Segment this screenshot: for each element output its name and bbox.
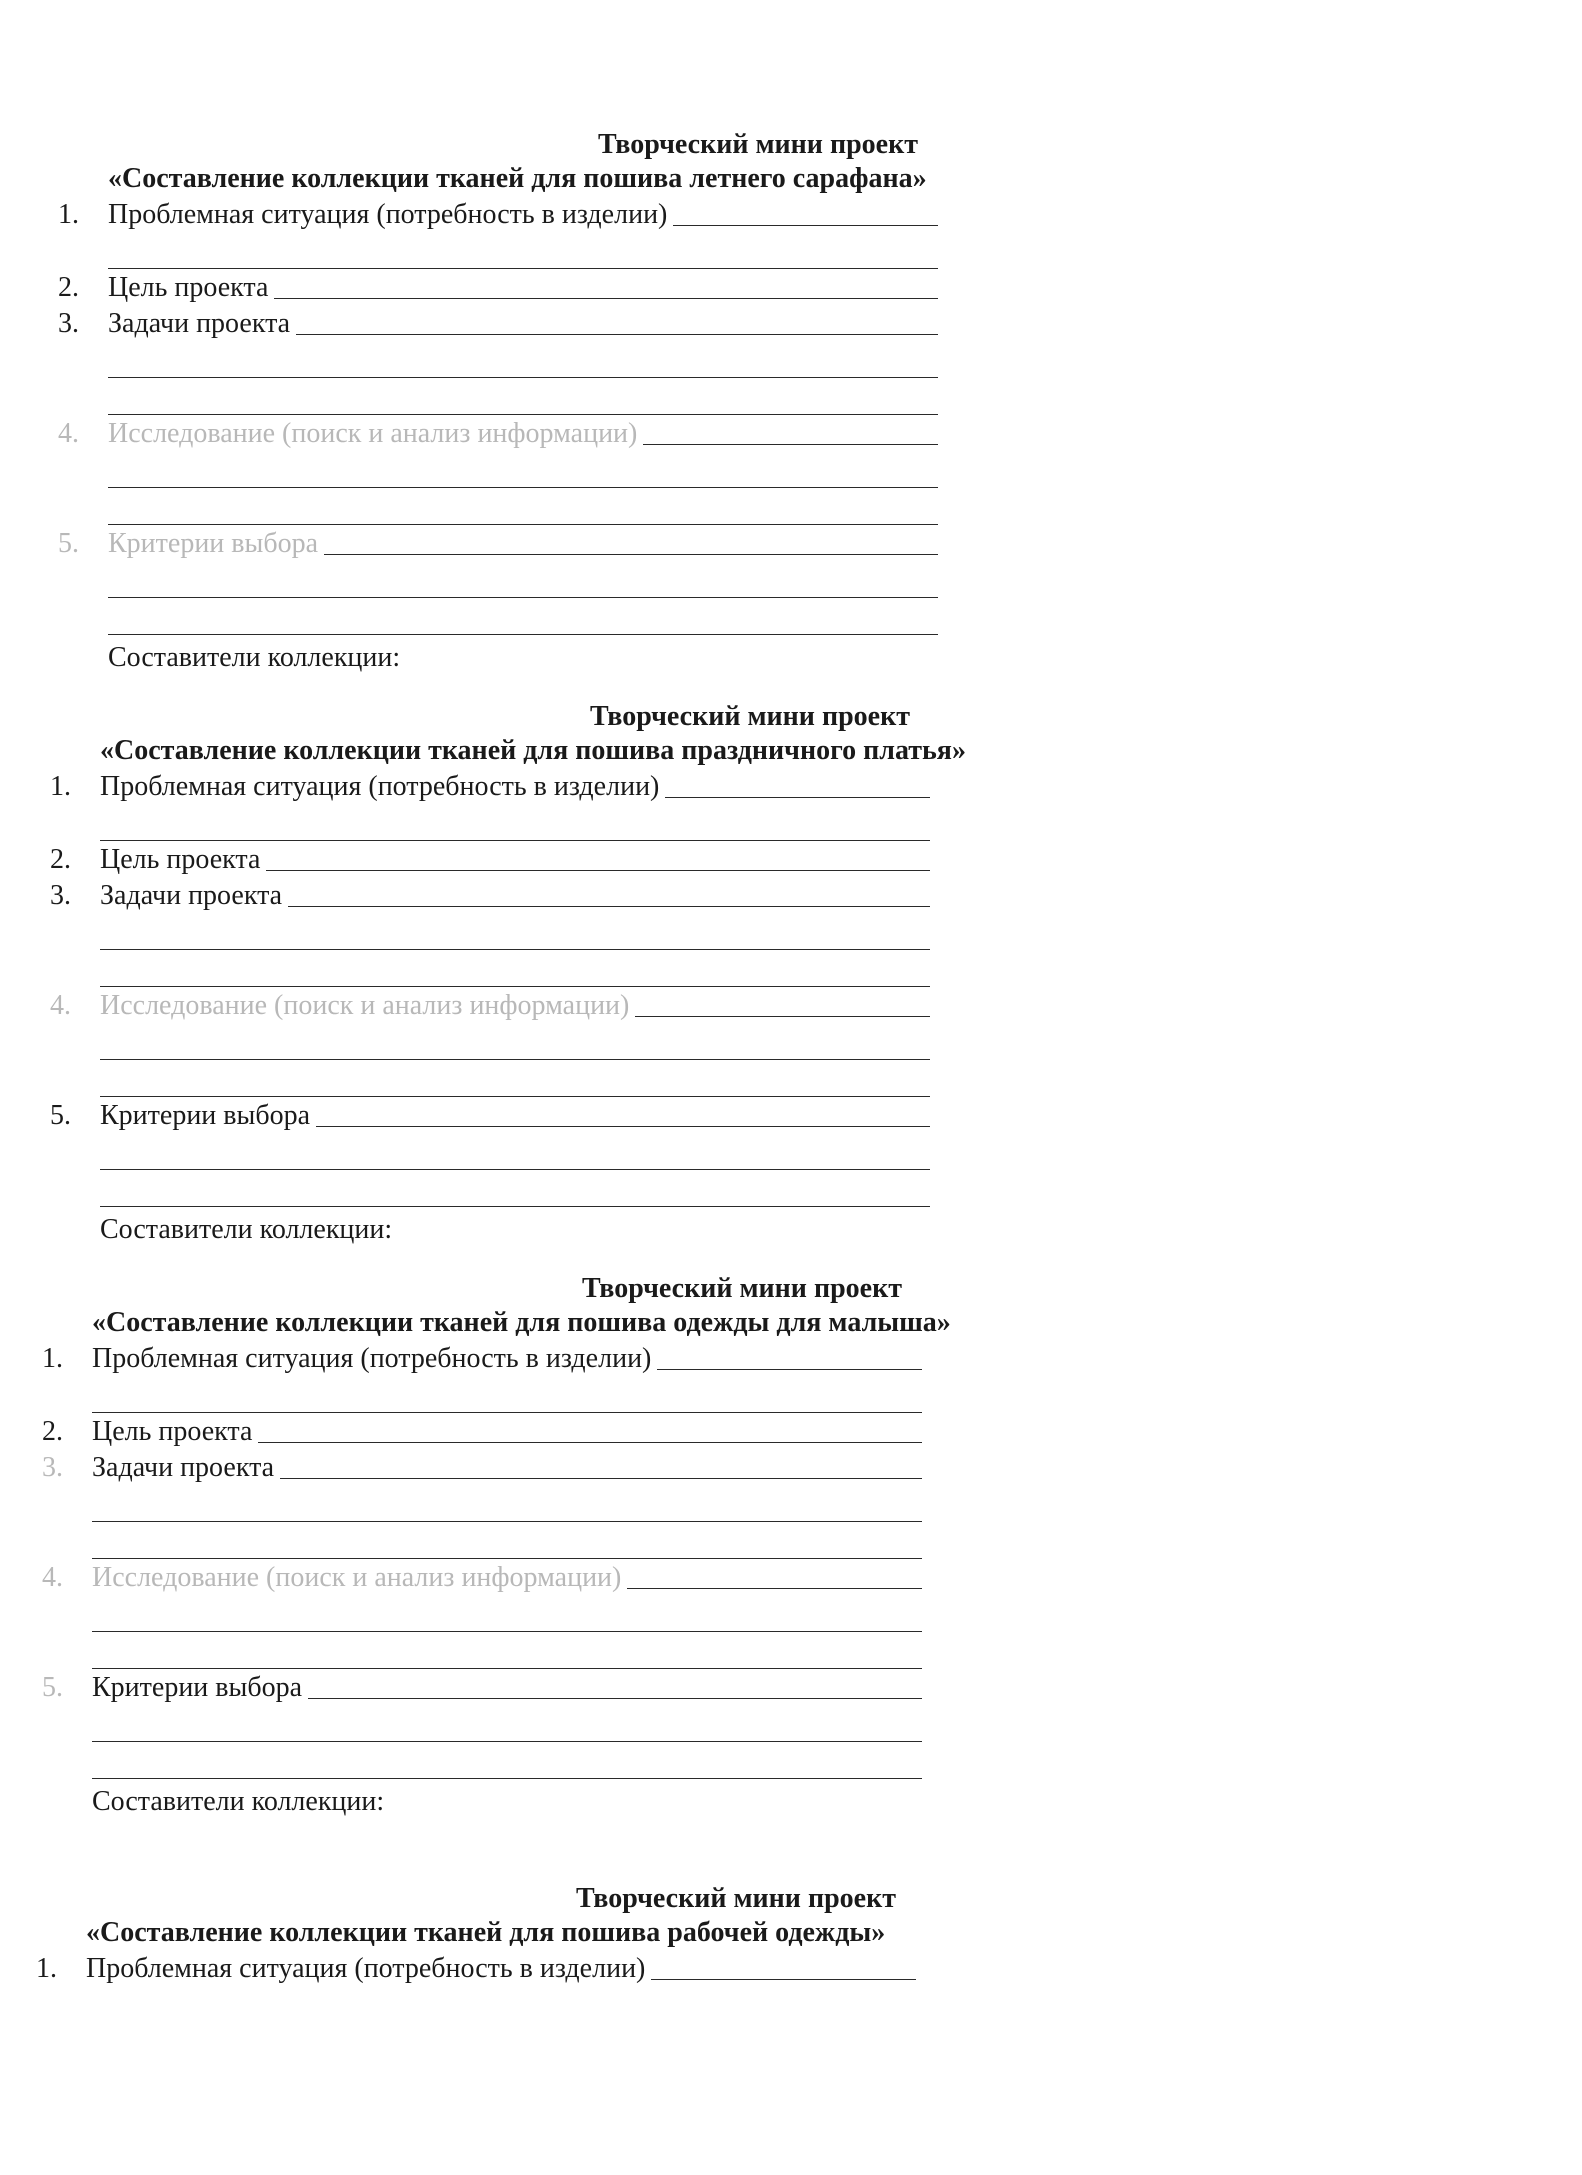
answer-line[interactable]	[92, 1632, 922, 1669]
item-number: 5.	[58, 528, 79, 559]
item-label: Задачи проекта	[92, 1452, 275, 1483]
item-number: 1.	[42, 1343, 63, 1374]
item-4-row	[58, 415, 938, 451]
answer-line[interactable]	[108, 561, 938, 598]
item-number: 3.	[58, 308, 79, 339]
answer-line[interactable]	[627, 1564, 922, 1589]
item-label: Исследование (поиск и анализ информации)	[108, 418, 638, 449]
answer-line[interactable]	[266, 846, 930, 871]
item-5-row	[50, 1097, 930, 1133]
item-number: 2.	[50, 844, 71, 875]
item-3-row	[42, 1449, 922, 1485]
answer-line[interactable]	[316, 1102, 930, 1127]
item-4-row	[50, 987, 930, 1023]
item-number: 5.	[42, 1672, 63, 1703]
answer-line[interactable]	[108, 232, 938, 269]
item-label: Цель проекта	[100, 844, 261, 875]
answer-line[interactable]	[108, 341, 938, 378]
answer-line[interactable]	[100, 950, 930, 987]
answer-line[interactable]	[643, 420, 938, 445]
item-1-row	[36, 1950, 916, 1986]
item-number: 1.	[58, 199, 79, 230]
answer-line[interactable]	[280, 1454, 922, 1479]
answer-line[interactable]	[100, 804, 930, 841]
answer-line[interactable]	[108, 488, 938, 525]
item-number: 2.	[58, 272, 79, 303]
item-label: Проблемная ситуация (потребность в изделии)	[100, 771, 660, 802]
answer-line[interactable]	[665, 773, 930, 798]
item-3-row	[50, 877, 930, 913]
item-5-row	[42, 1669, 922, 1705]
item-label: Цель проекта	[108, 272, 269, 303]
item-number: 4.	[50, 990, 71, 1021]
item-label: Критерии выбора	[100, 1100, 310, 1131]
answer-line[interactable]	[108, 378, 938, 415]
collection-composers-label: Составители коллекции:	[100, 1214, 393, 1245]
answer-line[interactable]	[92, 1595, 922, 1632]
project-subtitle: «Составление коллекции тканей для пошива рабочей одежды»	[86, 1917, 886, 1948]
item-2-row	[58, 269, 938, 305]
item-1-row	[42, 1340, 922, 1376]
answer-line[interactable]	[288, 882, 930, 907]
collection-composers-label: Составители коллекции:	[92, 1786, 385, 1817]
answer-line[interactable]	[100, 1170, 930, 1207]
item-label: Цель проекта	[92, 1416, 253, 1447]
answer-line[interactable]	[100, 913, 930, 950]
item-number: 2.	[42, 1416, 63, 1447]
collection-composers-label: Составители коллекции:	[108, 642, 401, 673]
project-title: Творческий мини проект	[582, 1273, 902, 1304]
item-number: 1.	[36, 1953, 57, 1984]
item-2-row	[50, 841, 930, 877]
answer-line[interactable]	[324, 530, 938, 555]
item-number: 1.	[50, 771, 71, 802]
item-label: Проблемная ситуация (потребность в изделии)	[86, 1953, 646, 1984]
project-title: Творческий мини проект	[590, 701, 910, 732]
item-number: 3.	[50, 880, 71, 911]
project-title: Творческий мини проект	[598, 129, 918, 160]
answer-line[interactable]	[100, 1023, 930, 1060]
answer-line[interactable]	[92, 1522, 922, 1559]
item-label: Задачи проекта	[100, 880, 283, 911]
project-block-4	[36, 1882, 916, 1986]
project-title: Творческий мини проект	[576, 1883, 896, 1914]
item-number: 4.	[58, 418, 79, 449]
answer-line[interactable]	[92, 1705, 922, 1742]
project-subtitle: «Составление коллекции тканей для пошива одежды для малыша»	[92, 1307, 951, 1338]
item-label: Исследование (поиск и анализ информации)	[100, 990, 630, 1021]
answer-line[interactable]	[308, 1674, 922, 1699]
item-4-row	[42, 1559, 922, 1595]
project-subtitle: «Составление коллекции тканей для пошива праздничного платья»	[100, 735, 966, 766]
answer-line[interactable]	[635, 992, 930, 1017]
item-label: Исследование (поиск и анализ информации)	[92, 1562, 622, 1593]
answer-line[interactable]	[108, 598, 938, 635]
item-5-row	[58, 525, 938, 561]
answer-line[interactable]	[651, 1955, 916, 1980]
item-number: 5.	[50, 1100, 71, 1131]
item-label: Задачи проекта	[108, 308, 291, 339]
project-block-1	[58, 128, 938, 685]
item-1-row	[58, 196, 938, 232]
item-label: Проблемная ситуация (потребность в изделии)	[108, 199, 668, 230]
item-number: 4.	[42, 1562, 63, 1593]
item-2-row	[42, 1413, 922, 1449]
answer-line[interactable]	[100, 1133, 930, 1170]
project-block-2	[50, 700, 966, 1257]
item-1-row	[50, 768, 930, 804]
project-subtitle: «Составление коллекции тканей для пошива летнего сарафана»	[108, 163, 927, 194]
answer-line[interactable]	[108, 451, 938, 488]
project-block-3	[42, 1272, 951, 1829]
item-label: Критерии выбора	[92, 1672, 302, 1703]
answer-line[interactable]	[92, 1485, 922, 1522]
answer-line[interactable]	[92, 1376, 922, 1413]
answer-line[interactable]	[274, 274, 938, 299]
answer-line[interactable]	[100, 1060, 930, 1097]
item-3-row	[58, 305, 938, 341]
answer-line[interactable]	[657, 1345, 922, 1370]
answer-line[interactable]	[673, 201, 938, 226]
answer-line[interactable]	[92, 1742, 922, 1779]
item-label: Проблемная ситуация (потребность в изделии)	[92, 1343, 652, 1374]
item-label: Критерии выбора	[108, 528, 318, 559]
answer-line[interactable]	[258, 1418, 922, 1443]
answer-line[interactable]	[296, 310, 938, 335]
item-number: 3.	[42, 1452, 63, 1483]
